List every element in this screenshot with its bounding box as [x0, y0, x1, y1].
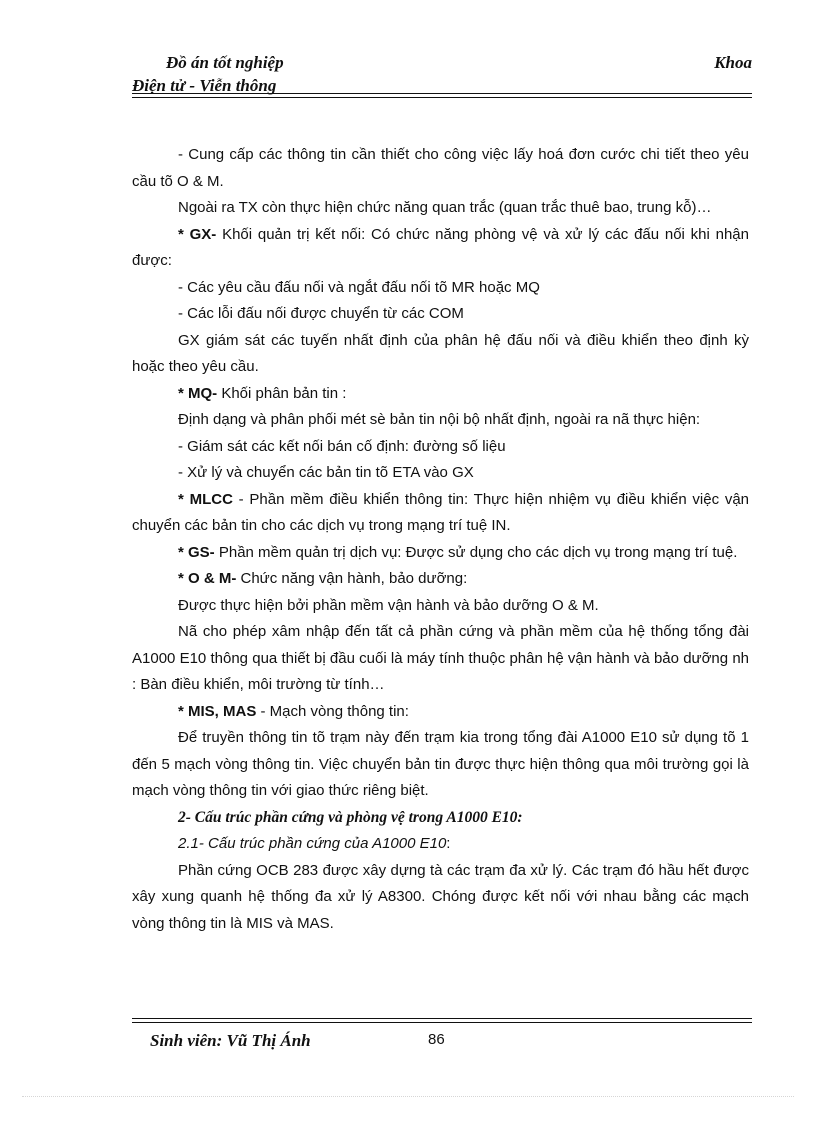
paragraph: Nã cho phép xâm nhập đến tất cả phần cứng và phần mềm của hệ thống tổng đài A1000 E10 thông qua thiết bị đầu cuối là máy tính thuộc phân hệ vận hành và bảo dưỡng nh : Bàn điều khiển, môi trường từ tính… [132, 623, 749, 693]
term-text: Chức năng vận hành, bảo dưỡng: [236, 570, 468, 587]
term-label: * O & M- [178, 570, 237, 587]
paragraph: Ngoài ra TX còn thực hiện chức năng quan trắc (quan trắc thuê bao, trung kỗ)… [178, 199, 712, 216]
paragraph: Để truyền thông tin tõ trạm này đến trạm kia trong tổng đài A1000 E10 sử dụng tõ 1 đến 5 mạch vòng thông tin. Việc chuyển bản tin được thực hiện thông qua môi trường gọi là mạch vòng thông tin với giao thức riêng biệt. [132, 729, 749, 799]
term-text: - Phần mềm điều khiển thông tin: Thực hiện nhiệm vụ điều khiển việc vận chuyển các bản tin cho các dịch vụ trong mạng trí tuệ IN. [132, 490, 750, 534]
term-text: Phần mềm quản trị dịch vụ: Được sử dụng cho các dịch vụ trong mạng trí tuệ. [214, 543, 738, 561]
page-body [132, 142, 749, 937]
header-department: Điện tử - Viễn thông [132, 76, 277, 95]
header-faculty: Khoa [714, 53, 752, 72]
term-label: * GX- [178, 225, 217, 243]
paragraph [132, 381, 749, 408]
list-item: - Các lỗi đấu nối được chuyển từ các COM [178, 305, 464, 322]
paragraph [132, 566, 749, 593]
term-text: - Mạch vòng thông tin: [256, 702, 409, 720]
term-text: Khối quản trị kết nối: Có chức năng phòng vệ và xử lý các đấu nối khi nhận được: [132, 225, 749, 269]
term-text: Khối phân bản tin : [217, 384, 347, 402]
page-header [132, 50, 752, 102]
header-rule-thin [132, 97, 752, 98]
list-item: - Các yêu cầu đấu nối và ngắt đấu nối tõ MR hoặc MQ [178, 278, 540, 296]
term-label: * MIS, MAS [178, 702, 257, 720]
header-rule-thick [132, 93, 752, 94]
paragraph: Định dạng và phân phối mét sè bản tin nội bộ nhất định, ngoài ra nã thực hiện: [178, 411, 701, 428]
footer-rule-thin [132, 1022, 752, 1023]
subsection-heading-tail: : [446, 835, 451, 852]
term-label: * MLCC [178, 490, 233, 508]
section-heading-text: 2- Cấu trúc phần cứng và phòng vệ trong A1000 E10: [178, 808, 523, 826]
paragraph [132, 222, 749, 275]
paragraph: Phần cứng OCB 283 được xây dựng tà các trạm đa xử lý. Các trạm đó hầu hết được xây xung quanh hệ thống đa xử lý A8300. Chóng được kết nối với nhau bằng các mạch vòng thông tin là MIS và MAS. [132, 861, 749, 932]
list-item: - Giám sát các kết nối bán cố định: đường số liệu [178, 437, 506, 455]
section-heading [132, 805, 749, 832]
subsection-heading [132, 831, 749, 858]
paragraph: Được thực hiện bởi phần mềm vận hành và bảo dưỡng O & M. [178, 596, 599, 614]
page-footer [132, 1018, 752, 1058]
paragraph [132, 540, 749, 567]
subsection-heading-text: 2.1- Cấu trúc phần cứng của A1000 E10 [178, 835, 447, 852]
paragraph: - Cung cấp các thông tin cần thiết cho công việc lấy hoá đơn cước chi tiết theo yêu cầu tõ O & M. [132, 146, 749, 190]
list-item: - Xử lý và chuyển các bản tin tõ ETA vào GX [178, 464, 474, 481]
header-title: Đồ án tốt nghiệp [166, 53, 284, 72]
paragraph [132, 699, 749, 726]
footer-rule-thick [132, 1018, 752, 1019]
term-label: * GS- [178, 543, 215, 561]
paragraph: GX giám sát các tuyến nhất định của phân hệ đấu nối và điều khiển theo định kỳ hoặc theo yêu cầu. [132, 331, 749, 375]
page-number: 86 [428, 1031, 445, 1048]
paragraph [132, 487, 749, 540]
term-label: * MQ- [178, 384, 218, 402]
page-edge-divider [22, 1096, 794, 1097]
footer-student-name: Sinh viên: Vũ Thị Ánh [150, 1031, 311, 1050]
